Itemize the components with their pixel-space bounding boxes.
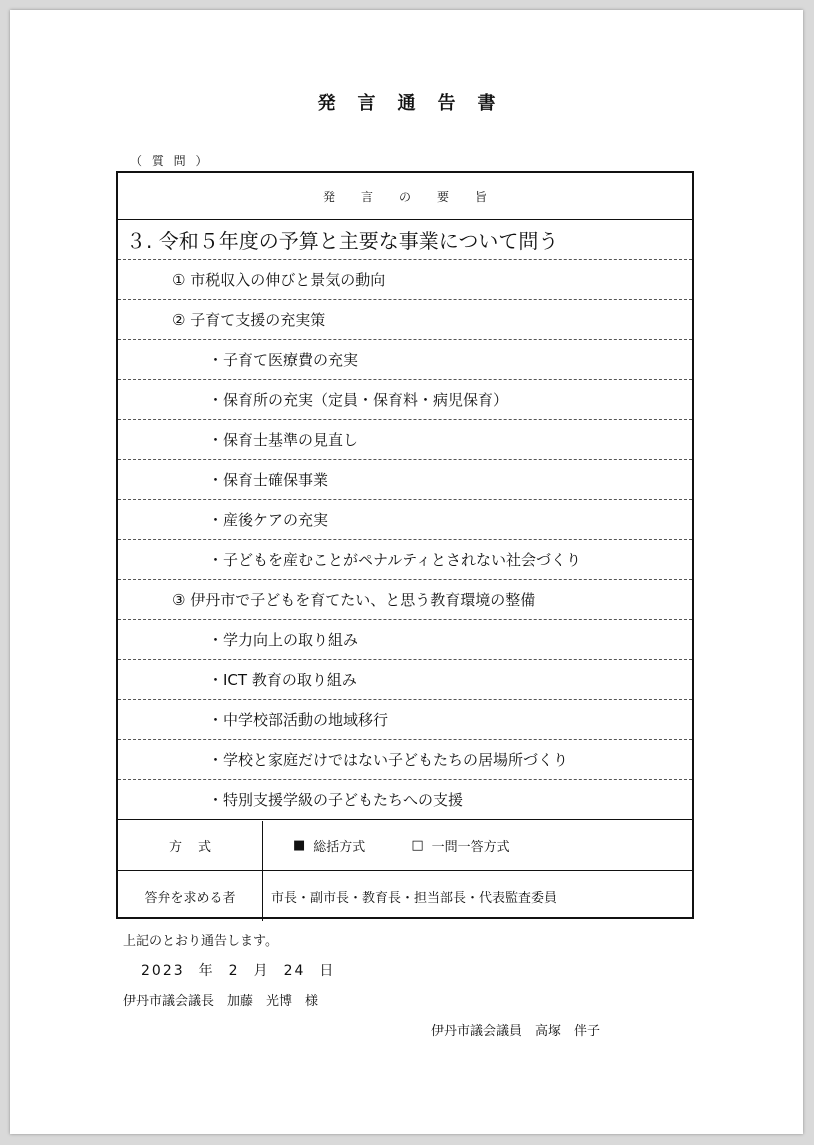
date-month: 2 [228,963,240,979]
bullet-item-text: ・学力向上の取り組み [208,631,359,649]
table-row [118,420,692,460]
bullet-item-text: ・保育士基準の見直し [208,431,359,449]
bullet-item-text: ・産後ケアの充実 [208,511,329,529]
bullet-item-text: ・保育士確保事業 [208,471,329,489]
bullet-item-text: ・子どもを産むことがペナルティとされない社会づくり [208,551,582,569]
date-year-unit: 年 [198,963,215,979]
date-year: 2023 [141,963,185,979]
method-options [263,821,692,870]
table-row [118,660,692,700]
sub-item-text: ① 市税収入の伸びと景気の動向 [172,271,386,289]
main-item-text: ３. 令和５年度の予算と主要な事業について問う [126,229,559,253]
method-option-summary [293,836,365,855]
date-line [141,960,349,980]
respondents-label: 答弁を求める者 [118,871,263,921]
unchecked-box-icon: □ [411,838,424,853]
document-title: 発言通告書 [317,93,518,114]
table-row [118,580,692,620]
table-row [118,300,692,340]
table-row [118,740,692,780]
table-row [118,460,692,500]
closing-text: 上記のとおり通告します。 [123,934,278,949]
method-option-qa [411,836,509,855]
sub-item-text: ③ 伊丹市で子どもを育てたい、と思う教育環境の整備 [172,591,536,609]
date-month-unit: 月 [253,963,270,979]
sub-item-text: ② 子育て支援の充実策 [172,311,326,329]
recipient-line: 伊丹市議会議長 加藤 光博 様 [123,994,319,1009]
bullet-item-text: ・特別支援学級の子どもたちへの支援 [208,791,464,809]
sender-line: 伊丹市議会議員 高塚 伴子 [431,1024,601,1039]
table-row [118,260,692,300]
bullet-item-text: ・中学校部活動の地域移行 [208,711,389,729]
table-header: 発言の要旨 [118,173,692,220]
speech-summary-table [116,171,694,919]
date-day: 24 [283,963,306,979]
table-row [118,700,692,740]
section-label: （ 質 問 ） [130,154,211,168]
bullet-item-text: ・ICT 教育の取り組み [208,671,357,689]
respondents-value: 市長・副市長・教育長・担当部長・代表監査委員 [271,890,558,906]
method-option-qa-label: 一問一答方式 [431,840,510,855]
table-row [118,380,692,420]
table-row [118,620,692,660]
method-label: 方式 [118,821,263,870]
bullet-item-text: ・子育て医療費の充実 [208,351,359,369]
bullet-item-text: ・学校と家庭だけではない子どもたちの居場所づくり [208,751,569,769]
table-row [118,540,692,580]
method-row [118,821,692,871]
checked-box-icon: ■ [293,838,306,853]
document-page [10,10,803,1134]
table-row [118,780,692,820]
date-day-unit: 日 [319,963,336,979]
respondents-row [118,871,692,921]
table-row [118,340,692,380]
method-option-summary-label: 総括方式 [313,840,366,855]
table-row [118,500,692,540]
bullet-item-text: ・保育所の充実（定員・保育料・病児保育） [208,391,509,409]
main-item-row [118,220,692,260]
